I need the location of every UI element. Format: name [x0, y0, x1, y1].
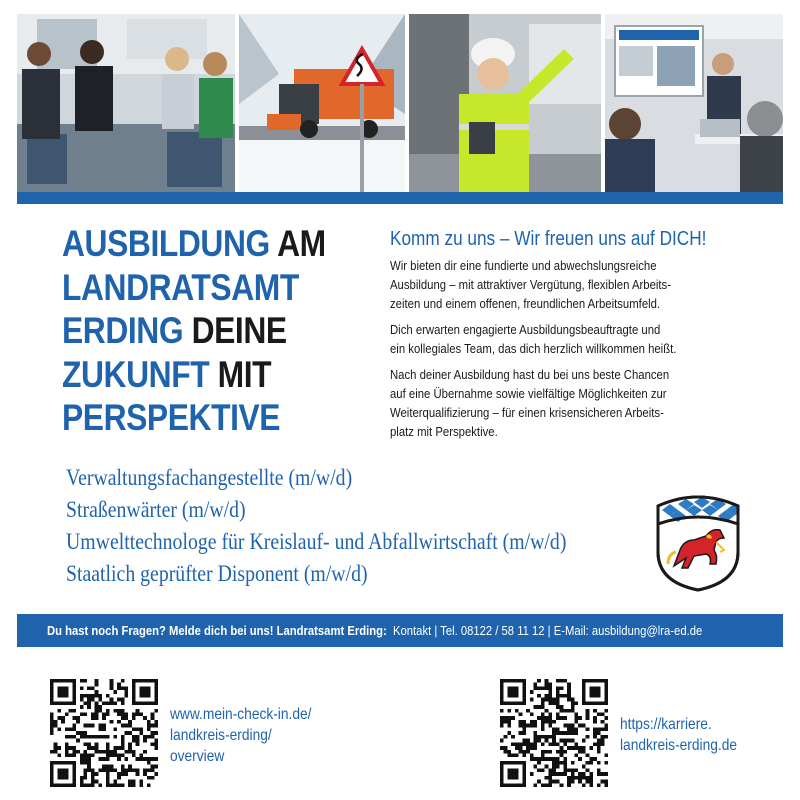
headline	[62, 222, 326, 440]
photo-snowplow	[239, 14, 405, 192]
contact-question: Du hast noch Fragen? Melde dich bei uns! Landratsamt Erding:	[47, 623, 387, 638]
headline-line: ZUKUNFT MIT	[62, 353, 272, 395]
job-title: Straßenwärter (m/w/d)	[66, 497, 246, 522]
intro-heading: Komm zu uns – Wir freuen uns auf DICH!	[390, 228, 707, 250]
intro-paragraph: Nach deiner Ausbildung hast du bei uns beste Chancen auf eine Übernahme sowie vielfältige Möglichkeiten zur Weiterqualifizierung – für einen krisensicheren Arbeits- platz mit Perspektive.	[390, 368, 670, 439]
headline-line: PERSPEKTIVE	[62, 397, 281, 438]
contact-details[interactable]: Kontakt | Tel. 08122 / 58 11 12 | E-Mail: ausbildung@lra-ed.de	[393, 623, 703, 638]
photo-classroom-presentation	[605, 14, 783, 192]
qr-code-icon[interactable]	[500, 679, 608, 787]
header-divider	[17, 192, 783, 204]
headline-line: LANDRATSAMT	[62, 266, 299, 308]
link-mein-check-in[interactable]: www.mein-check-in.de/ landkreis-erding/ overview	[170, 706, 312, 765]
landkreis-erding-coat-of-arms-icon	[654, 492, 742, 592]
job-title: Umwelttechnologe für Kreislauf- und Abfallwirtschaft (m/w/d)	[66, 529, 567, 554]
contact-bar	[17, 614, 783, 647]
qr-code-icon[interactable]	[50, 679, 158, 787]
intro-paragraph: Dich erwarten engagierte Ausbildungsbeauftragte und ein kollegiales Team, das dich herzlich willkommen heißt.	[390, 323, 677, 356]
photo-trainee-hardhat	[409, 14, 601, 192]
headline-line: AUSBILDUNG AM	[62, 223, 326, 264]
job-list	[66, 462, 626, 590]
headline-line: ERDING DEINE	[62, 310, 287, 351]
link-karriere[interactable]: https://karriere. landkreis-erding.de	[620, 716, 738, 754]
intro-paragraph: Wir bieten dir eine fundierte und abwechslungsreiche Ausbildung – mit attraktiver Vergütung, flexiblen Arbeits- zeiten und einem offenen, freundlichen Arbeitsumfeld.	[390, 259, 671, 311]
intro-section	[390, 228, 785, 449]
photo-strip	[17, 14, 783, 194]
job-title: Verwaltungsfachangestellte (m/w/d)	[66, 465, 353, 490]
photo-trainees-meeting	[17, 14, 235, 192]
job-title: Staatlich geprüfter Disponent (m/w/d)	[66, 561, 368, 586]
